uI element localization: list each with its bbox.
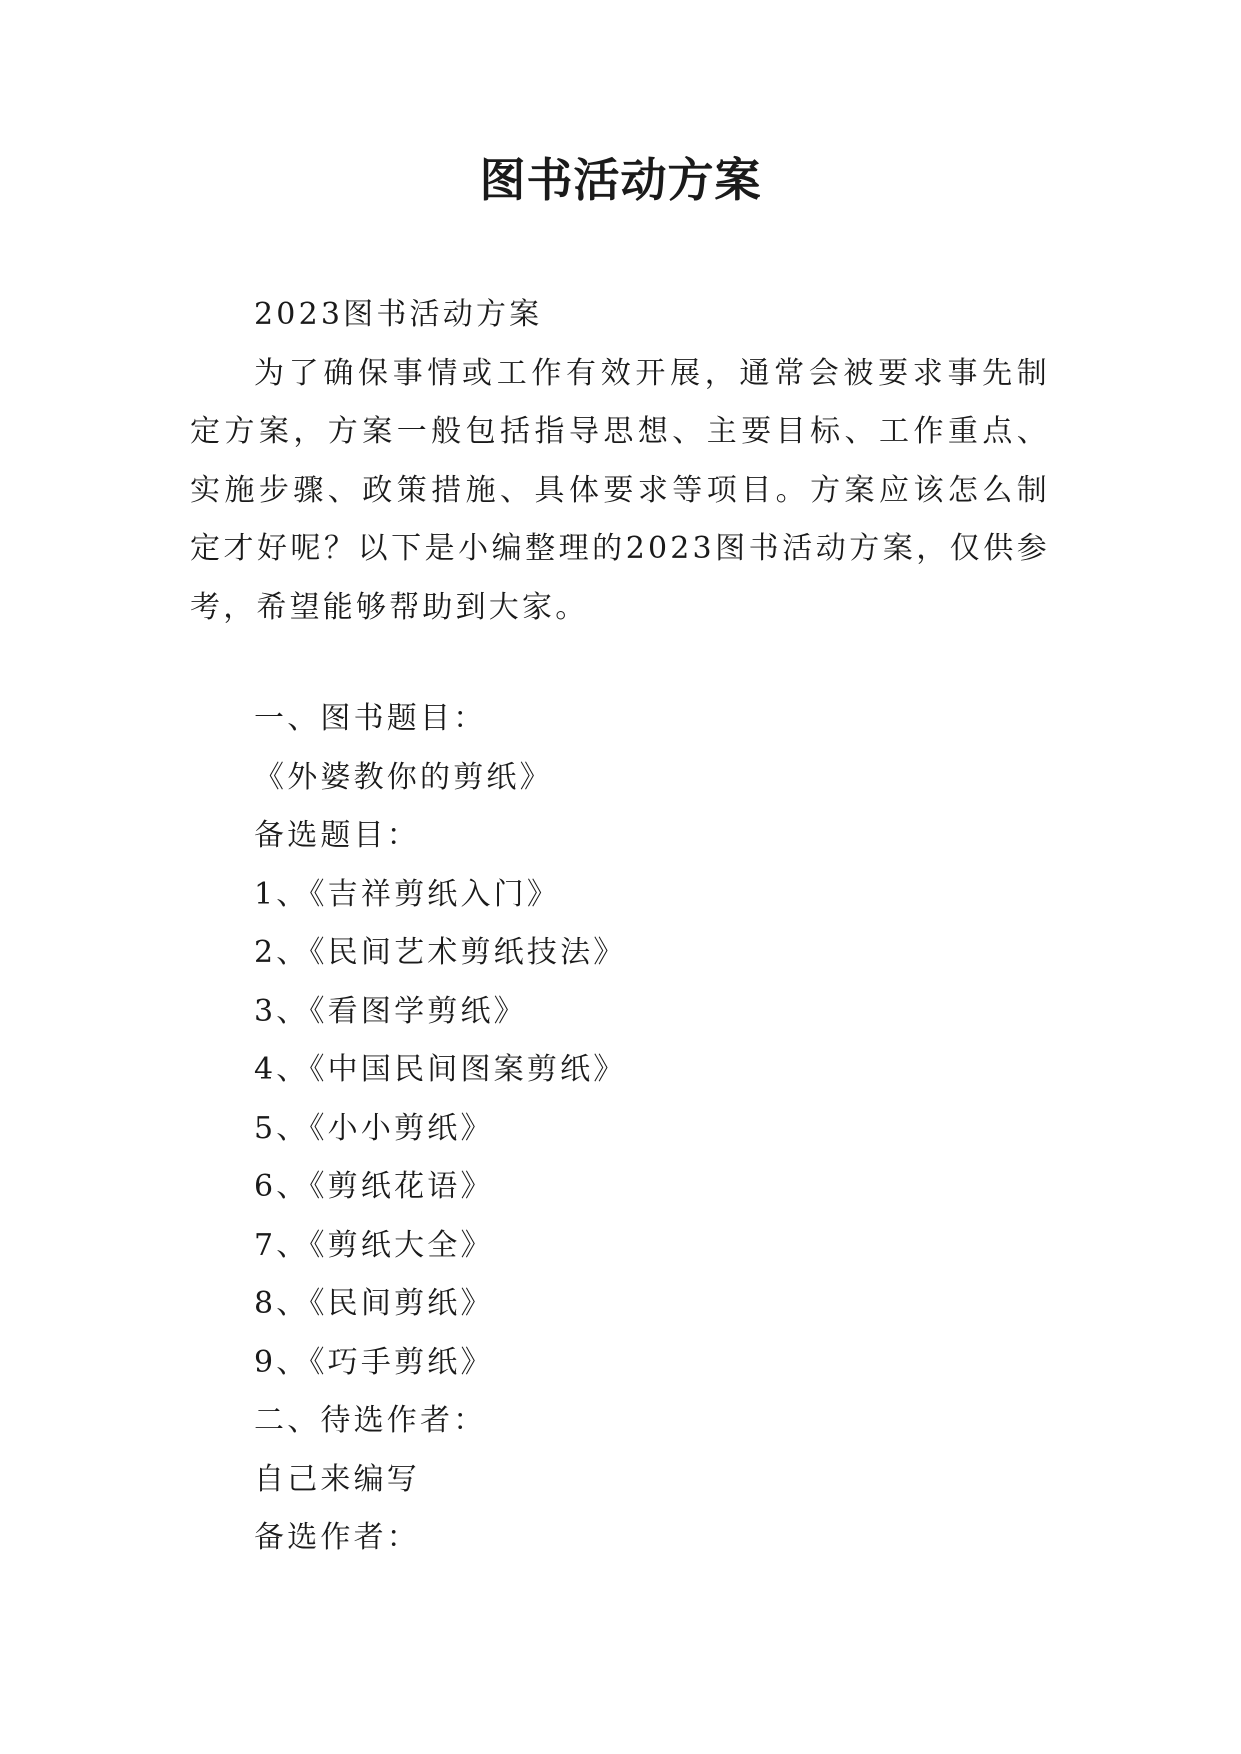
list-item: 备选作者： <box>254 1520 420 1555</box>
list-item: 7、《剪纸大全》 <box>254 1227 494 1263</box>
list-item: 9、《巧手剪纸》 <box>254 1344 494 1380</box>
document-title: 图书活动方案 <box>479 153 762 207</box>
content-list <box>190 690 1050 1568</box>
list-item: 3、《看图学剪纸》 <box>254 993 527 1029</box>
section-heading-topics: 一、图书题目： <box>254 701 487 736</box>
list-item: 5、《小小剪纸》 <box>254 1110 494 1146</box>
list-item: 8、《民间剪纸》 <box>254 1286 494 1321</box>
section-heading-authors: 二、待选作者： <box>254 1403 487 1438</box>
list-item: 自己来编写 <box>254 1461 420 1497</box>
list-item: 2、《民间艺术剪纸技法》 <box>254 935 627 970</box>
list-item: 《外婆教你的剪纸》 <box>254 759 553 795</box>
intro-paragraph: 为了确保事情或工作有效开展，通常会被要求事先制定方案，方案一般包括指导思想、主要目标、工作重点、实施步骤、政策措施、具体要求等项目。方案应该怎么制定才好呢？以下是小编整理的2023图书活动方案，仅供参考，希望能够帮助到大家。 <box>190 355 1050 625</box>
list-item: 1、《吉祥剪纸入门》 <box>254 876 561 912</box>
list-item: 6、《剪纸花语》 <box>254 1169 494 1204</box>
subtitle-line: 2023图书活动方案 <box>254 297 543 332</box>
list-item: 备选题目： <box>254 818 420 853</box>
intro-section <box>190 286 1050 637</box>
list-item: 4、《中国民间图案剪纸》 <box>254 1052 627 1087</box>
